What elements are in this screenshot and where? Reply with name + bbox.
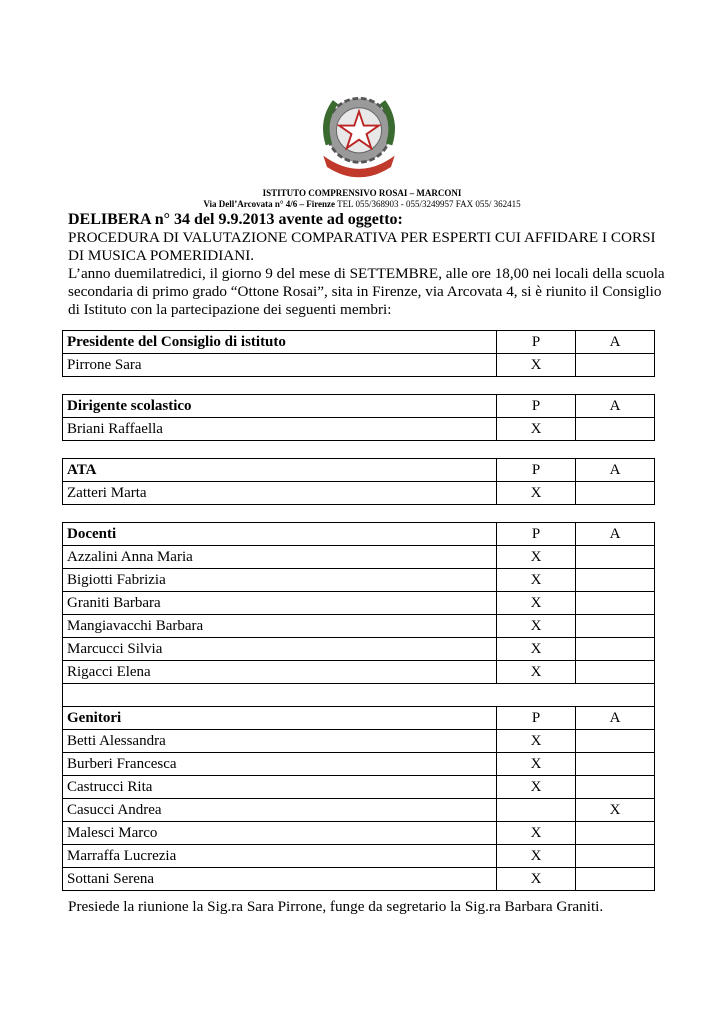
cell-absent [576, 418, 655, 441]
cell-absent [576, 354, 655, 377]
member-name: Zatteri Marta [63, 482, 497, 505]
section-header-row [63, 331, 655, 354]
cell-absent [576, 615, 655, 638]
section-header-row [63, 523, 655, 546]
attendance-table [62, 330, 655, 377]
member-name: Graniti Barbara [63, 592, 497, 615]
member-row [63, 868, 655, 891]
cell-present: P [497, 331, 576, 354]
cell-present: X [497, 638, 576, 661]
member-name: Mangiavacchi Barbara [63, 615, 497, 638]
cell-absent [576, 868, 655, 891]
meeting-intro: L’anno duemilatredici, il giorno 9 del mese di SETTEMBRE, alle ore 18,00 nei locali della scuola secondaria di primo grado “Ottone Rosai”, sita in Firenze, via Arcovata 4, si è riunito il Consiglio di Istituto con la partecipazione dei seguenti membri: [68, 265, 665, 318]
cell-absent [576, 776, 655, 799]
section-title: Dirigente scolastico [63, 395, 497, 418]
cell-present: P [497, 395, 576, 418]
member-name: Marcucci Silvia [63, 638, 497, 661]
member-name: Betti Alessandra [63, 730, 497, 753]
member-row [63, 615, 655, 638]
cell-absent: X [576, 799, 655, 822]
member-name: Castrucci Rita [63, 776, 497, 799]
member-name: Bigiotti Fabrizia [63, 569, 497, 592]
cell-present: P [497, 707, 576, 730]
member-name: Marraffa Lucrezia [63, 845, 497, 868]
section-title: ATA [63, 459, 497, 482]
member-name: Pirrone Sara [63, 354, 497, 377]
member-row [63, 482, 655, 505]
cell-present: X [497, 868, 576, 891]
cell-present: X [497, 418, 576, 441]
section-header-row [63, 459, 655, 482]
cell-absent: A [576, 331, 655, 354]
cell-present: X [497, 354, 576, 377]
member-row [63, 753, 655, 776]
member-row [63, 730, 655, 753]
cell-absent: A [576, 523, 655, 546]
member-row [63, 546, 655, 569]
cell-present: X [497, 776, 576, 799]
cell-absent: A [576, 459, 655, 482]
italian-republic-emblem [312, 88, 406, 182]
section-header-row [63, 707, 655, 730]
section-header-row [63, 395, 655, 418]
cell-present [497, 799, 576, 822]
section-title: Genitori [63, 707, 497, 730]
cell-present: X [497, 730, 576, 753]
member-name: Sottani Serena [63, 868, 497, 891]
cell-absent: A [576, 707, 655, 730]
cell-absent [576, 569, 655, 592]
cell-absent [576, 482, 655, 505]
cell-absent [576, 753, 655, 776]
cell-absent [576, 592, 655, 615]
member-row [63, 799, 655, 822]
cell-present: P [497, 459, 576, 482]
cell-absent [576, 638, 655, 661]
cell-present: X [497, 592, 576, 615]
member-row [63, 822, 655, 845]
empty-row [63, 684, 655, 707]
section-title: Presidente del Consiglio di istituto [63, 331, 497, 354]
cell-present: X [497, 615, 576, 638]
member-name: Briani Raffaella [63, 418, 497, 441]
member-name: Rigacci Elena [63, 661, 497, 684]
cell-present: X [497, 661, 576, 684]
cell-present: P [497, 523, 576, 546]
cell-absent: A [576, 395, 655, 418]
closing-text: Presiede la riunione la Sig.ra Sara Pirrone, funge da segretario la Sig.ra Barbara Graniti. [68, 898, 604, 915]
member-row [63, 569, 655, 592]
member-name: Casucci Andrea [63, 799, 497, 822]
attendance-table [62, 394, 655, 441]
cell-present: X [497, 753, 576, 776]
cell-absent [576, 822, 655, 845]
member-row [63, 354, 655, 377]
member-row [63, 845, 655, 868]
cell-present: X [497, 845, 576, 868]
attendance-table [62, 522, 655, 891]
member-row [63, 661, 655, 684]
member-name: Malesci Marco [63, 822, 497, 845]
member-row [63, 418, 655, 441]
deliberation-subject: PROCEDURA DI VALUTAZIONE COMPARATIVA PER ESPERTI CUI AFFIDARE I CORSI DI MUSICA POMERIDIANI. [68, 229, 656, 264]
cell-present: X [497, 482, 576, 505]
section-title: Docenti [63, 523, 497, 546]
cell-absent [576, 845, 655, 868]
cell-present: X [497, 822, 576, 845]
attendance-table [62, 458, 655, 505]
institute-name: ISTITUTO COMPRENSIVO ROSAI – MARCONI [262, 188, 462, 198]
deliberation-title: DELIBERA n° 34 del 9.9.2013 avente ad oggetto: [68, 211, 403, 228]
member-row [63, 776, 655, 799]
cell-absent [576, 546, 655, 569]
cell-absent [576, 661, 655, 684]
member-name: Azzalini Anna Maria [63, 546, 497, 569]
cell-absent [576, 730, 655, 753]
institute-address: Via Dell’Arcovata n° 4/6 – Firenze TEL 055/368903 - 055/3249957 FAX 055/ 362415 [203, 199, 521, 209]
member-name: Burberi Francesca [63, 753, 497, 776]
member-row [63, 592, 655, 615]
cell-present: X [497, 546, 576, 569]
cell-present: X [497, 569, 576, 592]
member-row [63, 638, 655, 661]
